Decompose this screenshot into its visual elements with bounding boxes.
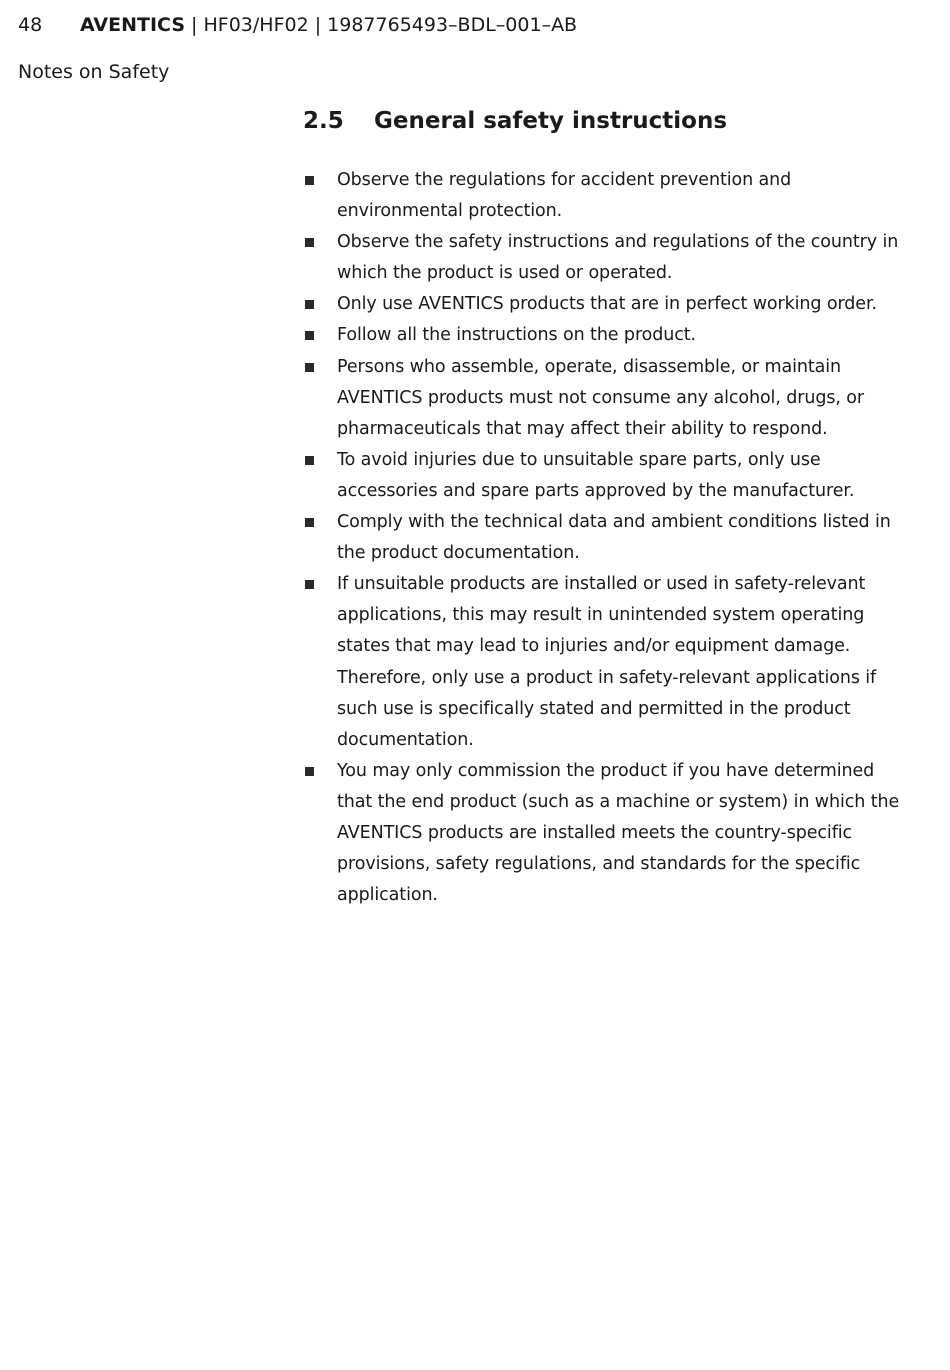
list-item: [303, 569, 903, 756]
list-item-text: Observe the safety instructions and regulations of the country in which the product is used or operated.: [337, 232, 899, 284]
list-item: [303, 507, 903, 569]
page-header: [18, 12, 577, 38]
document-reference: | HF03/HF02 | 1987765493–BDL–001–AB: [185, 14, 578, 36]
square-bullet-icon: [305, 580, 314, 589]
brand-name: AVENTICS: [80, 14, 186, 36]
list-item-text: You may only commission the product if you have determined that the end product (such as a machine or system) in which the AVENTICS products are installed meets the country-specific provisions, safety regulations, and standards for the specific application.: [337, 760, 900, 906]
list-item: [303, 227, 903, 289]
main-content: [303, 105, 903, 911]
page-number: 48: [18, 14, 43, 36]
list-item-text: To avoid injuries due to unsuitable spare parts, only use accessories and spare parts approved by the manufacturer.: [337, 449, 855, 501]
square-bullet-icon: [305, 456, 314, 465]
safety-instructions-list: [303, 165, 903, 911]
square-bullet-icon: [305, 518, 314, 527]
list-item-text: Comply with the technical data and ambient conditions listed in the product documentation.: [337, 512, 891, 564]
list-item-text: If unsuitable products are installed or used in safety-relevant applications, this may result in unintended system operating states that may lead to injuries and/or equipment damage. Therefore, only use a product in safety-relevant applications if such use is specifically stated and permitted in the product documentation.: [337, 574, 877, 750]
list-item-text: Only use AVENTICS products that are in perfect working order.: [337, 294, 877, 315]
list-item-text: Observe the regulations for accident prevention and environmental protection.: [337, 170, 792, 222]
list-item: [303, 165, 903, 227]
section-number: 2.5: [303, 108, 344, 134]
list-item-text: Persons who assemble, operate, disassemble, or maintain AVENTICS products must not consume any alcohol, drugs, or pharmaceuticals that may affect their ability to respond.: [337, 356, 864, 439]
list-item: [303, 445, 903, 507]
square-bullet-icon: [305, 767, 314, 776]
list-item-text: Follow all the instructions on the product.: [337, 325, 697, 346]
square-bullet-icon: [305, 238, 314, 247]
list-item: [303, 320, 903, 351]
square-bullet-icon: [305, 176, 314, 185]
chapter-label: Notes on Safety: [18, 61, 170, 83]
section-heading: [303, 105, 903, 137]
list-item: [303, 756, 903, 911]
square-bullet-icon: [305, 331, 314, 340]
section-title: General safety instructions: [374, 108, 728, 134]
square-bullet-icon: [305, 363, 314, 372]
square-bullet-icon: [305, 300, 314, 309]
list-item: [303, 289, 903, 320]
list-item: [303, 352, 903, 445]
